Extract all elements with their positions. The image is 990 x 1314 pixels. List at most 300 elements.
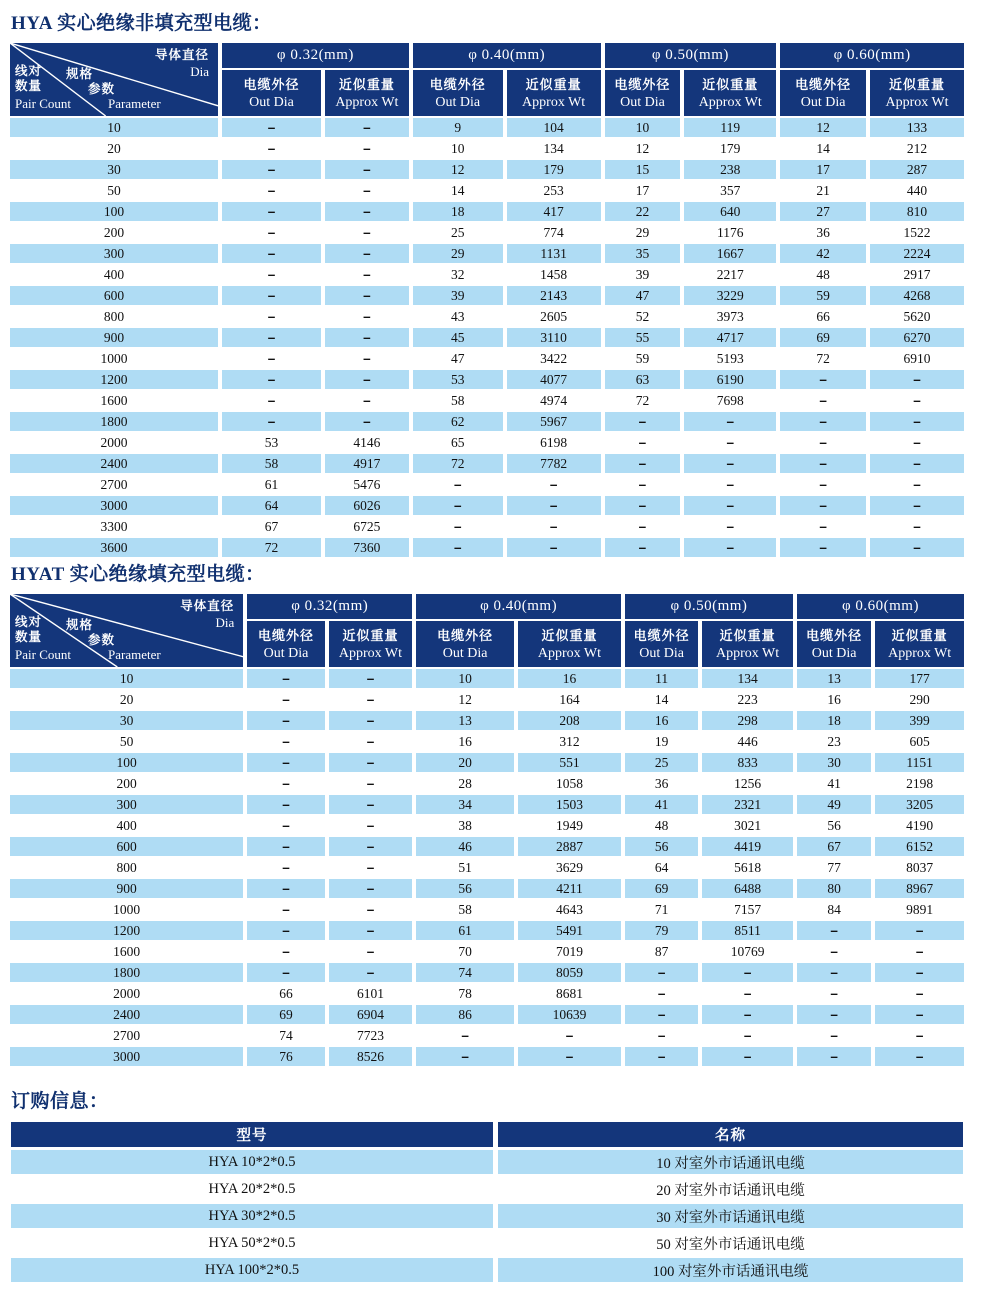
table-row [10,328,964,347]
value-cell: – [780,391,866,410]
pair-count-label-cn1: 线对 [15,615,43,629]
value-cell: 7782 [507,454,601,473]
value-cell: 1058 [518,774,621,793]
value-cell: – [325,391,409,410]
value-cell: – [325,349,409,368]
row-label-cell: 50 [10,181,218,200]
value-cell: – [605,496,681,515]
value-cell: – [329,837,413,856]
value-cell: – [797,921,871,940]
value-cell: 1949 [518,816,621,835]
value-cell: 7157 [702,900,793,919]
value-cell: 14 [413,181,503,200]
value-cell: – [684,517,776,536]
value-cell: 7019 [518,942,621,961]
value-cell: 50 对室外市话通讯电缆 [498,1231,963,1255]
pair-count-label-cn2: 数量 [15,630,43,644]
value-cell: 66 [780,307,866,326]
value-cell: – [247,879,324,898]
value-cell: 12 [413,160,503,179]
value-cell: – [329,879,413,898]
value-cell: 1131 [507,244,601,263]
value-cell: 2887 [518,837,621,856]
value-cell: 47 [413,349,503,368]
table-row [10,244,964,263]
value-cell: – [222,349,321,368]
value-cell: 25 [625,753,698,772]
value-cell: 80 [797,879,871,898]
value-cell: 84 [797,900,871,919]
value-cell: 3110 [507,328,601,347]
row-label-cell: 3300 [10,517,218,536]
value-cell: – [325,223,409,242]
table-row [10,496,964,515]
table-row [10,963,964,982]
value-cell: – [329,795,413,814]
value-cell: 5491 [518,921,621,940]
pair-count-label-en: Pair Count [15,647,71,662]
value-cell: 10 [605,118,681,137]
value-cell: – [518,1047,621,1066]
value-cell: – [870,433,964,452]
parameter-label-en: Parameter [108,96,161,111]
value-cell: 21 [780,181,866,200]
value-cell: – [684,538,776,557]
group-header-d032: φ 0.32(mm) [222,43,409,68]
value-cell: 290 [875,690,964,709]
value-cell: 41 [797,774,871,793]
value-cell: 298 [702,711,793,730]
value-cell: 10639 [518,1005,621,1024]
value-cell: – [625,1026,698,1045]
value-cell: 34 [416,795,514,814]
group-header-d060: φ 0.60(mm) [797,594,964,619]
value-cell: 39 [605,265,681,284]
value-cell: 4717 [684,328,776,347]
value-cell: 7723 [329,1026,413,1045]
value-cell: – [684,433,776,452]
group-header-row [10,43,964,68]
value-cell: 20 对室外市话通讯电缆 [498,1177,963,1201]
table-row [10,265,964,284]
row-label-cell: 2400 [10,454,218,473]
value-cell: – [518,1026,621,1045]
table-row [10,816,964,835]
value-cell: 2217 [684,265,776,284]
value-cell: – [222,160,321,179]
table-row [10,1005,964,1024]
table-row [10,223,964,242]
value-cell: – [247,753,324,772]
value-cell: 5967 [507,412,601,431]
value-cell: 399 [875,711,964,730]
value-cell: 58 [416,900,514,919]
value-cell: 2224 [870,244,964,263]
row-label-cell: 1600 [10,942,243,961]
value-cell: 56 [416,879,514,898]
value-cell: 48 [625,816,698,835]
value-cell: 446 [702,732,793,751]
value-cell: – [875,1005,964,1024]
parameter-label-en: Parameter [108,647,161,662]
col-header-approx-wt: 近似重量 Approx Wt [325,70,409,116]
value-cell: 12 [605,139,681,158]
value-cell: 86 [416,1005,514,1024]
value-cell: 6026 [325,496,409,515]
value-cell: 4917 [325,454,409,473]
value-cell: – [247,732,324,751]
col-header-out-dia: 电缆外径 Out Dia [780,70,866,116]
row-label-cell: 1800 [10,963,243,982]
value-cell: 51 [416,858,514,877]
value-cell: 7698 [684,391,776,410]
value-cell: 30 [797,753,871,772]
row-label-cell: 400 [10,265,218,284]
value-cell: 13 [416,711,514,730]
ordering-section-title: 订购信息： [11,1091,109,1112]
value-cell: 72 [222,538,321,557]
hya-section-title: HYA 实心绝缘非填充型电缆： [11,13,272,34]
value-cell: – [222,412,321,431]
value-cell: 56 [625,837,698,856]
value-cell: – [329,816,413,835]
value-cell: – [222,391,321,410]
value-cell: 10 [413,139,503,158]
value-cell: – [247,900,324,919]
value-cell: 39 [413,286,503,305]
table-row [11,1231,963,1255]
value-cell: – [222,181,321,200]
value-cell: 2605 [507,307,601,326]
parameter-label-cn1: 规格 [66,618,94,632]
value-cell: – [875,1047,964,1066]
value-cell: – [870,475,964,494]
value-cell: 36 [780,223,866,242]
hyat-spec-table [6,592,968,1068]
value-cell: 4146 [325,433,409,452]
ordering-header-row [11,1122,963,1147]
value-cell: 28 [416,774,514,793]
value-cell: 3973 [684,307,776,326]
value-cell: 67 [222,517,321,536]
value-cell: – [413,517,503,536]
value-cell: – [605,454,681,473]
table-row [10,732,964,751]
value-cell: 14 [780,139,866,158]
value-cell: 287 [870,160,964,179]
row-label-cell: 900 [10,328,218,347]
value-cell: 5193 [684,349,776,368]
value-cell: 238 [684,160,776,179]
row-label-cell: 200 [10,774,243,793]
value-cell: – [325,370,409,389]
value-cell: – [780,517,866,536]
value-cell: – [329,858,413,877]
value-cell: – [780,433,866,452]
row-label-cell: HYA 50*2*0.5 [11,1231,493,1255]
value-cell: 43 [413,307,503,326]
value-cell: 2917 [870,265,964,284]
value-cell: – [222,223,321,242]
value-cell: 119 [684,118,776,137]
value-cell: – [605,433,681,452]
value-cell: 38 [416,816,514,835]
value-cell: – [247,711,324,730]
row-label-cell: HYA 10*2*0.5 [11,1150,493,1174]
hyat-table-body [10,669,964,1066]
row-label-cell: 30 [10,711,243,730]
value-cell: – [247,963,324,982]
row-label-cell: 1000 [10,349,218,368]
value-cell: – [875,942,964,961]
value-cell: 36 [625,774,698,793]
row-label-cell: 2000 [10,984,243,1003]
value-cell: 56 [797,816,871,835]
value-cell: – [702,984,793,1003]
value-cell: 32 [413,265,503,284]
value-cell: 208 [518,711,621,730]
table-row [10,879,964,898]
value-cell: 59 [605,349,681,368]
value-cell: – [507,538,601,557]
value-cell: – [625,984,698,1003]
value-cell: – [507,475,601,494]
value-cell: 134 [507,139,601,158]
value-cell: 179 [684,139,776,158]
value-cell: 53 [413,370,503,389]
value-cell: 4268 [870,286,964,305]
value-cell: – [247,858,324,877]
table-row [10,538,964,557]
value-cell: 3205 [875,795,964,814]
conductor-dia-label-cn: 导体直径 [180,599,235,613]
row-label-cell: 2000 [10,433,218,452]
value-cell: – [413,538,503,557]
value-cell: 46 [416,837,514,856]
row-label-cell: 300 [10,244,218,263]
value-cell: 18 [797,711,871,730]
model-column-header: 型号 [11,1122,493,1147]
row-label-cell: 2400 [10,1005,243,1024]
value-cell: 69 [247,1005,324,1024]
value-cell: 61 [416,921,514,940]
value-cell: – [797,1047,871,1066]
table-row [10,433,964,452]
value-cell: – [325,412,409,431]
row-label-cell: 1000 [10,900,243,919]
value-cell: 1667 [684,244,776,263]
value-cell: – [780,475,866,494]
value-cell: – [702,1005,793,1024]
value-cell: 6910 [870,349,964,368]
table-row [10,984,964,1003]
value-cell: 66 [247,984,324,1003]
table-row [10,412,964,431]
value-cell: – [247,669,324,688]
value-cell: – [329,690,413,709]
value-cell: – [325,286,409,305]
value-cell: – [780,454,866,473]
value-cell: 104 [507,118,601,137]
table-row [10,690,964,709]
value-cell: 42 [780,244,866,263]
value-cell: – [875,984,964,1003]
value-cell: 9 [413,118,503,137]
row-label-cell: 900 [10,879,243,898]
table-row [11,1150,963,1174]
col-header-out-dia: 电缆外径 Out Dia [247,621,324,667]
value-cell: 12 [416,690,514,709]
value-cell: 45 [413,328,503,347]
value-cell: 41 [625,795,698,814]
value-cell: 9891 [875,900,964,919]
value-cell: 64 [222,496,321,515]
value-cell: – [870,391,964,410]
value-cell: 71 [625,900,698,919]
value-cell: 27 [780,202,866,221]
value-cell: 74 [247,1026,324,1045]
value-cell: 8526 [329,1047,413,1066]
value-cell: 35 [605,244,681,263]
group-header-d040: φ 0.40(mm) [416,594,621,619]
value-cell: – [702,963,793,982]
value-cell: 1176 [684,223,776,242]
value-cell: 774 [507,223,601,242]
row-label-cell: 300 [10,795,243,814]
value-cell: – [780,496,866,515]
col-header-approx-wt: 近似重量 Approx Wt [329,621,413,667]
parameter-label-cn1: 规格 [66,67,94,81]
row-label-cell: 2700 [10,475,218,494]
value-cell: – [222,244,321,263]
row-label-cell: 200 [10,223,218,242]
value-cell: 49 [797,795,871,814]
value-cell: 2143 [507,286,601,305]
value-cell: 29 [605,223,681,242]
row-label-cell: 800 [10,858,243,877]
value-cell: 4974 [507,391,601,410]
value-cell: 22 [605,202,681,221]
value-cell: 79 [625,921,698,940]
table-row [10,475,964,494]
value-cell: 179 [507,160,601,179]
row-label-cell: 1200 [10,370,218,389]
value-cell: – [625,1047,698,1066]
group-header-d032: φ 0.32(mm) [247,594,412,619]
value-cell: – [329,732,413,751]
value-cell: 15 [605,160,681,179]
value-cell: 10 [416,669,514,688]
value-cell: 6152 [875,837,964,856]
value-cell: – [684,496,776,515]
value-cell: – [247,921,324,940]
value-cell: – [222,370,321,389]
value-cell: 8037 [875,858,964,877]
value-cell: 16 [797,690,871,709]
value-cell: 6190 [684,370,776,389]
col-header-out-dia: 电缆外径 Out Dia [413,70,503,116]
value-cell: – [325,202,409,221]
value-cell: 1256 [702,774,793,793]
value-cell: 312 [518,732,621,751]
row-label-cell: 600 [10,837,243,856]
value-cell: 13 [797,669,871,688]
value-cell: – [870,517,964,536]
table-row [10,921,964,940]
value-cell: – [870,370,964,389]
value-cell: 6101 [329,984,413,1003]
col-header-approx-wt: 近似重量 Approx Wt [684,70,776,116]
pair-count-label-cn1: 线对 [15,64,43,78]
col-header-approx-wt: 近似重量 Approx Wt [870,70,964,116]
table-row [10,139,964,158]
value-cell: – [222,328,321,347]
value-cell: 4190 [875,816,964,835]
value-cell: 8059 [518,963,621,982]
table-row [10,349,964,368]
table-row [10,669,964,688]
value-cell: 253 [507,181,601,200]
value-cell: 19 [625,732,698,751]
value-cell: – [605,538,681,557]
conductor-dia-label-en: Dia [215,615,235,630]
value-cell: 4419 [702,837,793,856]
value-cell: – [507,496,601,515]
value-cell: 69 [625,879,698,898]
value-cell: 63 [605,370,681,389]
row-label-cell: 3000 [10,1047,243,1066]
table-row [10,454,964,473]
table-row [10,837,964,856]
value-cell: – [797,1026,871,1045]
name-column-header: 名称 [498,1122,963,1147]
value-cell: – [797,1005,871,1024]
value-cell: 17 [605,181,681,200]
table-row [10,370,964,389]
col-header-approx-wt: 近似重量 Approx Wt [518,621,621,667]
value-cell: – [702,1047,793,1066]
value-cell: – [247,837,324,856]
value-cell: – [797,963,871,982]
value-cell: 6198 [507,433,601,452]
row-label-cell: 1200 [10,921,243,940]
value-cell: – [605,412,681,431]
row-label-cell: 100 [10,753,243,772]
group-header-d040: φ 0.40(mm) [413,43,601,68]
table-row [10,517,964,536]
value-cell: 1522 [870,223,964,242]
table-row [10,795,964,814]
value-cell: – [222,265,321,284]
value-cell: – [625,1005,698,1024]
table-row [11,1204,963,1228]
ordering-table [6,1119,968,1285]
value-cell: 70 [416,942,514,961]
table-row [10,391,964,410]
corner-header-cell [10,43,218,116]
conductor-dia-label-en: Dia [190,64,210,79]
value-cell: 14 [625,690,698,709]
value-cell: – [222,118,321,137]
value-cell: 640 [684,202,776,221]
table-row [11,1177,963,1201]
value-cell: – [325,244,409,263]
value-cell: – [247,942,324,961]
group-header-d050: φ 0.50(mm) [625,594,793,619]
col-header-out-dia: 电缆外径 Out Dia [797,621,871,667]
table-row [10,711,964,730]
col-header-approx-wt: 近似重量 Approx Wt [507,70,601,116]
